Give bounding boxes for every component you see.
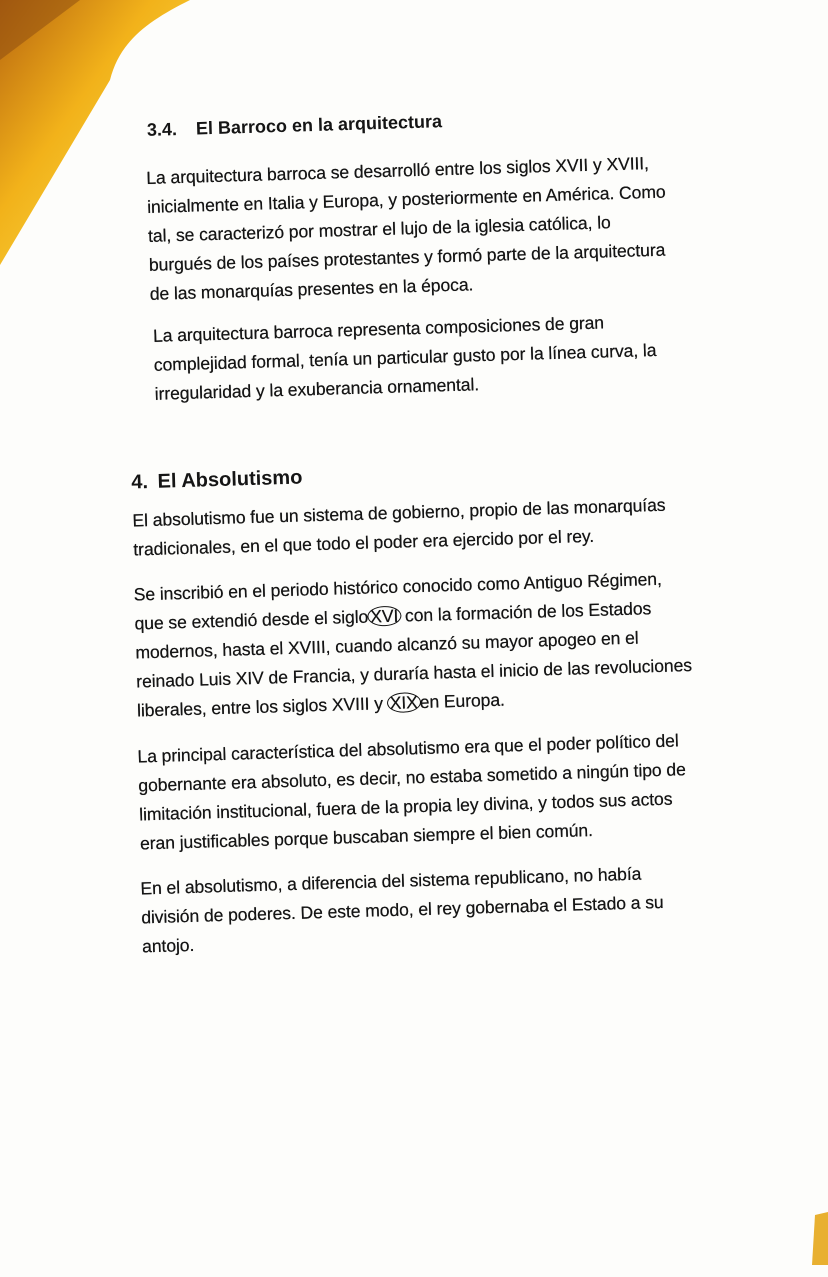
text-line: tradicionales, en el que todo el poder era ejercido por el rey. — [133, 525, 595, 560]
text-segment: con la formación de los Estados — [399, 598, 652, 626]
section-title: El Barroco en la arquitectura — [195, 111, 443, 139]
text-line: limitación institucional, fuera de la propia ley divina, y todos sus actos — [138, 788, 673, 825]
text-line: El absolutismo fue un sistema de gobierno, propio de las monarquías — [132, 494, 666, 531]
section-number: 3.4. — [146, 119, 178, 140]
text-line: de las monarquías presentes en la época. — [149, 274, 474, 304]
text-segment: en Europa. — [419, 689, 506, 713]
text-segment: liberales, entre los siglos XVIII y — [136, 693, 388, 721]
text-line — [137, 690, 505, 722]
text-line: La principal característica del absolutismo era que el poder político del — [137, 730, 679, 767]
text-line: En el absolutismo, a diferencia del sistema republicano, no había — [140, 863, 642, 899]
text-line: burgués de los países protestantes y formó parte de la arquitectura — [148, 239, 666, 275]
text-line: Se inscribió en el periodo histórico conocido como Antiguo Régimen, — [133, 568, 663, 605]
section-number: 4. — [131, 471, 149, 494]
text-line: división de poderes. De este modo, el rey gobernaba el Estado a su — [140, 891, 664, 928]
text-line: irregularidad y la exuberancia ornamental. — [154, 374, 480, 404]
text-segment: que se extendió desde el siglo — [134, 606, 369, 634]
text-line: eran justificables porque buscaban siempre el bien común. — [139, 820, 594, 854]
text-line: inicialmente en Italia y Europa, y posteriormente en América. Como — [146, 181, 666, 217]
circled-annotation: XIX — [386, 692, 421, 713]
text-line: tal, se caracterizó por mostrar el lujo de la iglesia católica, lo — [147, 212, 611, 246]
text-line: antojo. — [141, 934, 195, 957]
circled-annotation: XVI — [367, 606, 402, 627]
section-heading-4 — [131, 466, 303, 494]
text-line: reinado Luis XIV de Francia, y duraría hasta el inicio de las revoluciones — [135, 655, 693, 692]
text-line: complejidad formal, tenía un particular gusto por la línea curva, la — [153, 339, 657, 375]
text-line: La arquitectura barroca se desarrolló entre los siglos XVII y XVIII, — [146, 153, 650, 188]
text-line: modernos, hasta el XVIII, cuando alcanzó su mayor apogeo en el — [135, 627, 639, 663]
section-heading-3-4 — [147, 111, 443, 141]
text-line: La arquitectura barroca representa composiciones de gran — [152, 312, 605, 346]
section-title: El Absolutismo — [157, 466, 303, 493]
text-line: gobernante era absoluto, es decir, no estaba sometido a ningún tipo de — [138, 759, 687, 796]
